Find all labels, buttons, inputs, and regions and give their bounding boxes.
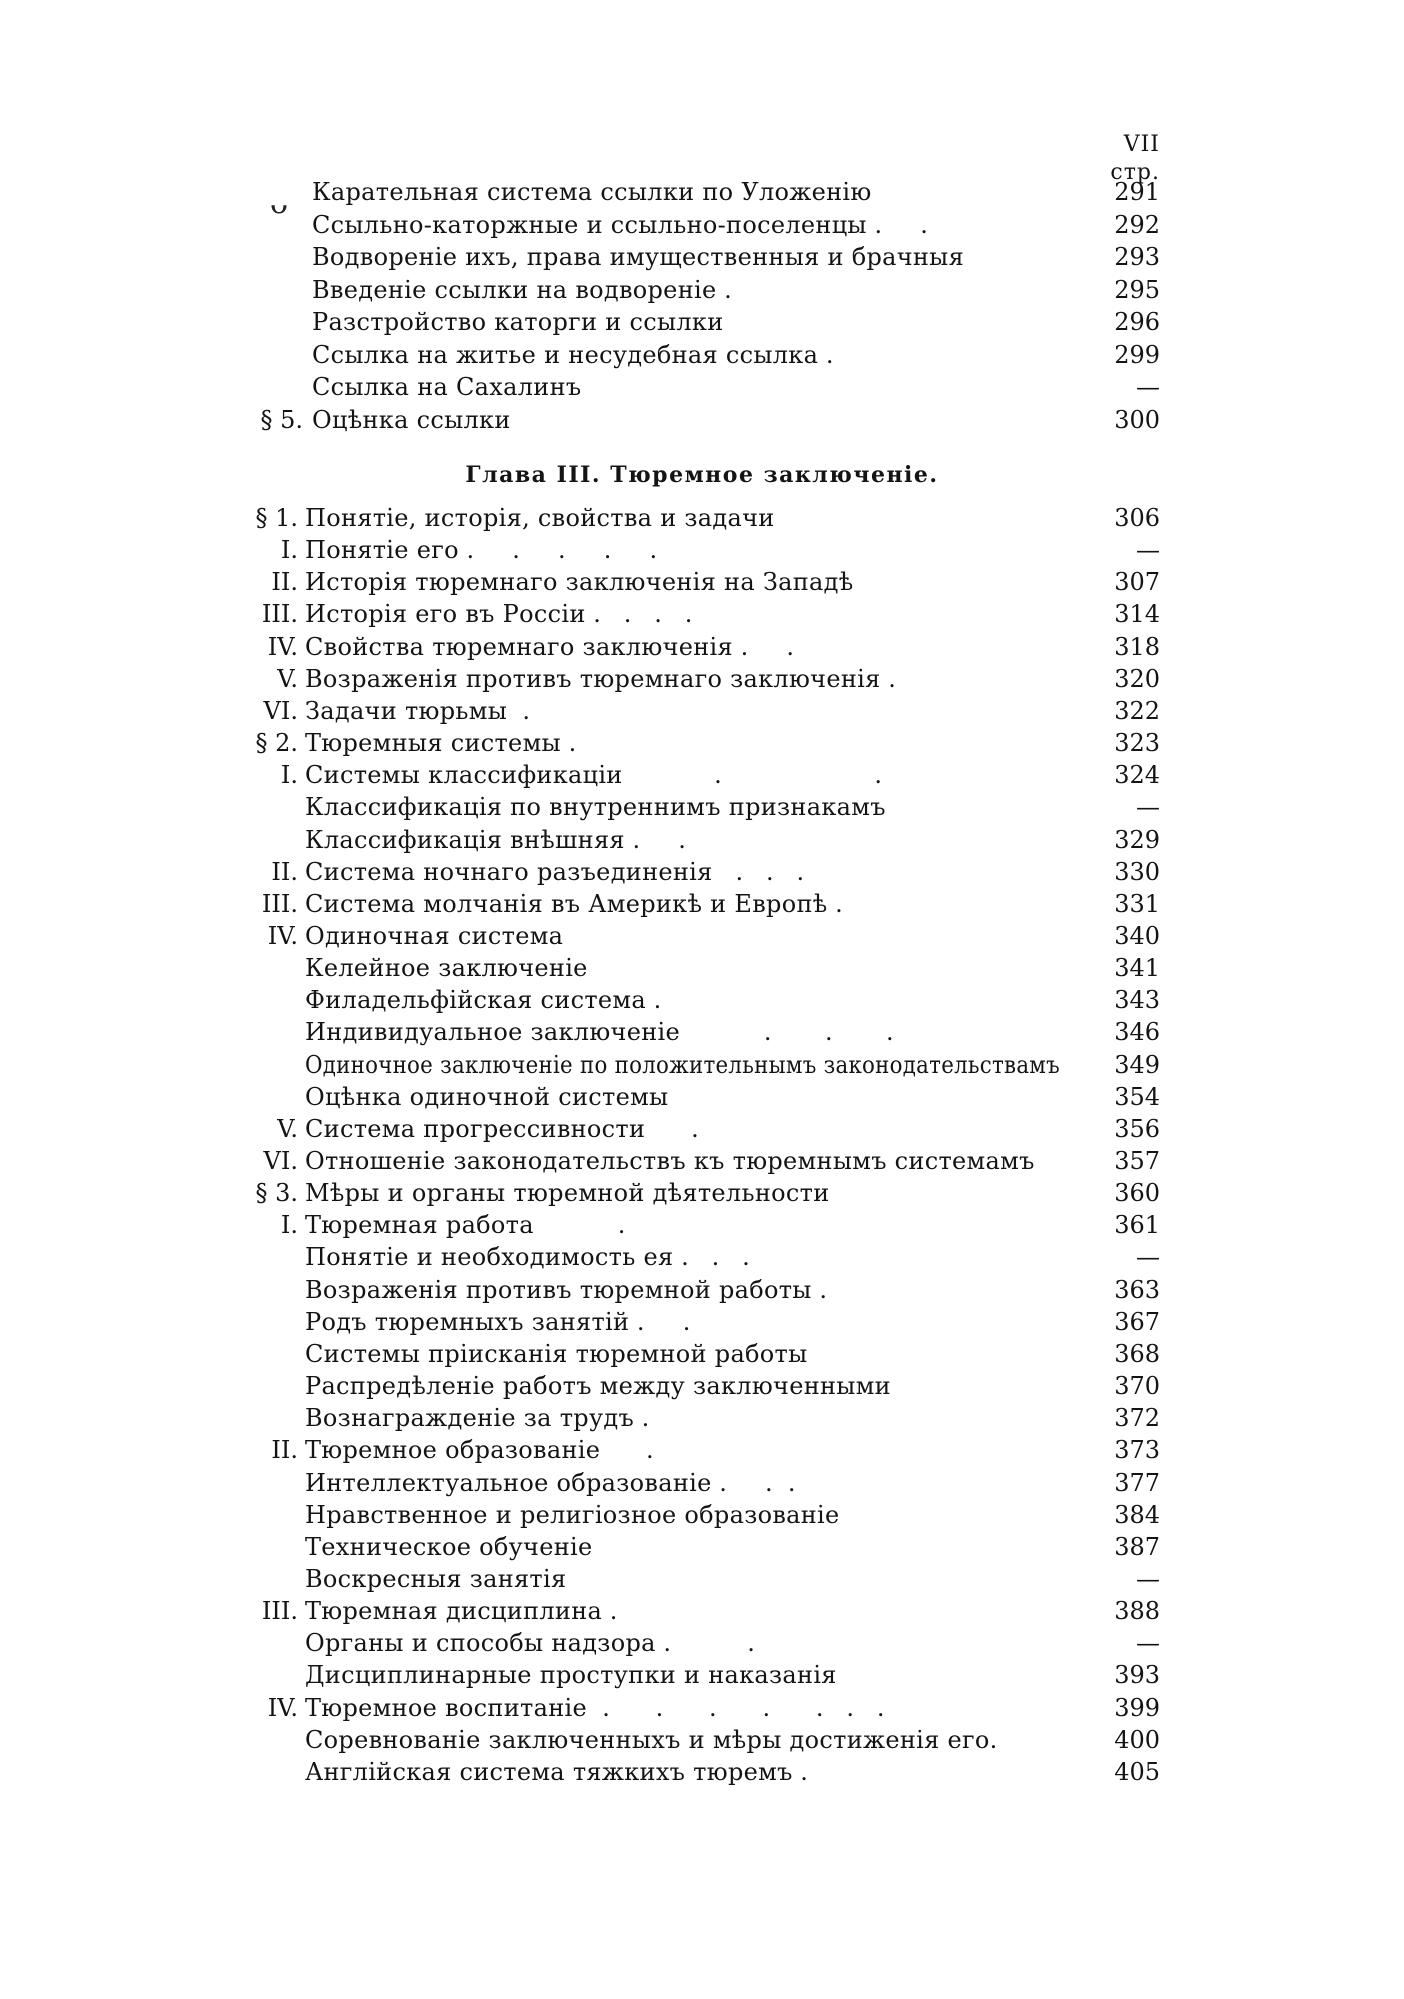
- toc-entry-page: 341: [1114, 954, 1160, 983]
- toc-entry-leader-dots: . . .: [680, 1018, 894, 1047]
- toc-entry-page: 384: [1114, 1500, 1160, 1529]
- toc-entry-title: Одиночное заключеніе по положительнымъ законодательствамъ: [305, 1050, 1060, 1079]
- toc-entry: [0, 1115, 1404, 1147]
- toc-entry-title: Системы пріисканія тюремной работы: [305, 1339, 808, 1368]
- toc-entry-page: 357: [1114, 1147, 1160, 1175]
- toc-entry-title: Возраженія противъ тюремнаго заключенія: [305, 664, 881, 693]
- toc-entry-number: III.: [261, 1597, 298, 1626]
- toc-entry: [0, 568, 1404, 600]
- toc-entry: [0, 761, 1404, 793]
- toc-entry-title: Дисциплинарные проступки и наказанія: [305, 1661, 837, 1690]
- toc-entry-page: 377: [1114, 1468, 1160, 1497]
- toc-entry-page: —: [1136, 793, 1160, 822]
- toc-entry: [0, 341, 1404, 373]
- toc-entry: [0, 1051, 1404, 1083]
- toc-entry-title: Отношеніе законодательствъ къ тюремнымъ системамъ: [305, 1147, 1035, 1175]
- toc-entry-number: § 2.: [255, 729, 298, 758]
- toc-entry: [0, 504, 1404, 536]
- toc-entry-page: 300: [1114, 405, 1160, 434]
- toc-entry: [0, 211, 1404, 243]
- toc-entry: [0, 1726, 1404, 1758]
- toc-entry-page: 323: [1114, 729, 1160, 758]
- toc-entry-page: 299: [1114, 340, 1160, 369]
- toc-entry-number: IV.: [267, 632, 298, 661]
- page-column-label: стр.: [1110, 160, 1160, 185]
- toc-entry-page: 373: [1114, 1436, 1160, 1465]
- toc-entry-number: V.: [277, 664, 298, 693]
- toc-entry-leader-dots: . . .: [673, 1243, 750, 1272]
- toc-entry: [0, 1758, 1404, 1790]
- toc-entry: [0, 406, 1404, 438]
- toc-entry-page: 320: [1114, 664, 1160, 693]
- toc-entry-title: Ссыльно-каторжные и ссыльно-поселенцы: [312, 210, 867, 239]
- toc-entry: [0, 954, 1404, 986]
- toc-entry-page: —: [1136, 1629, 1160, 1658]
- toc-entry-title: Воскресныя занятія: [305, 1564, 567, 1593]
- toc-entry-leader-dots: .: [600, 1436, 654, 1465]
- toc-entry-page: —: [1136, 373, 1160, 401]
- margin-pencil-mark: ᴗ: [270, 186, 289, 221]
- toc-entry: [0, 1372, 1404, 1404]
- toc-entry-page: 314: [1114, 600, 1160, 629]
- toc-entry-leader-dots: .: [560, 729, 577, 758]
- toc-entry-title: Тюремныя системы: [305, 729, 561, 758]
- toc-entry-leader-dots: .: [818, 340, 834, 369]
- toc-entry-number: § 1.: [255, 504, 298, 532]
- toc-entry-title: Тюремное воспитаніе: [305, 1693, 587, 1722]
- toc-entry-page: 291: [1114, 178, 1160, 206]
- toc-entry-title: Одиночная система: [305, 921, 564, 950]
- toc-entry: [0, 1565, 1404, 1597]
- toc-entry-leader-dots: .: [645, 986, 662, 1015]
- toc-entry-title: Соревнованіе заключенныхъ и мѣры достиженія его.: [305, 1725, 998, 1754]
- toc-entry-title: Органы и способы надзора: [305, 1629, 656, 1658]
- toc-entry-leader-dots: .: [602, 1597, 618, 1626]
- toc-entry-page: —: [1136, 1243, 1160, 1272]
- toc-entry-title: Исторія тюремнаго заключенія на Западѣ: [305, 568, 854, 597]
- toc-entry-page: 356: [1114, 1114, 1160, 1143]
- toc-entry-leader-dots: . . . . . . .: [586, 1693, 885, 1722]
- toc-entry-page: 292: [1114, 210, 1160, 239]
- toc-entry: [0, 1147, 1404, 1179]
- toc-entry: [0, 1276, 1404, 1308]
- toc-entry: [0, 1340, 1404, 1372]
- toc-entry-title: Понятіе и необходимость ея: [305, 1243, 674, 1272]
- toc-entry-number: § 3.: [255, 1179, 298, 1208]
- toc-entry-page: 363: [1114, 1275, 1160, 1304]
- toc-entry: [0, 1083, 1404, 1115]
- toc-entry: [0, 1018, 1404, 1050]
- toc-entry-page: 324: [1114, 761, 1160, 790]
- toc-entry-leader-dots: . .: [732, 632, 795, 661]
- toc-entry-page: 368: [1114, 1339, 1160, 1368]
- toc-entry: [0, 633, 1404, 665]
- toc-entry-page: 318: [1114, 632, 1160, 661]
- toc-entry-leader-dots: .: [827, 889, 843, 918]
- toc-entry: [0, 1404, 1404, 1436]
- toc-entry-title: Техническое обученіе: [305, 1532, 593, 1561]
- toc-entry-page: 343: [1114, 986, 1160, 1015]
- toc-entry-title: Вознагражденіе за трудъ: [305, 1404, 635, 1433]
- toc-entry: [0, 1469, 1404, 1501]
- toc-entry-page: 372: [1114, 1404, 1160, 1433]
- toc-entry: [0, 793, 1404, 825]
- toc-entry-title: Тюремная работа: [305, 1211, 534, 1240]
- toc-entry-leader-dots: . .: [629, 1307, 691, 1336]
- toc-entry: [0, 1179, 1404, 1211]
- toc-entry-number: VI.: [263, 1147, 298, 1175]
- toc-entry-title: Система молчанія въ Америкѣ и Европѣ: [305, 889, 828, 918]
- toc-entry-leader-dots: .: [716, 275, 732, 304]
- toc-entry: [0, 1501, 1404, 1533]
- toc-entry-page: 322: [1114, 696, 1160, 725]
- toc-entry-leader-dots: . . . .: [585, 600, 693, 629]
- toc-entry-title: Понятіе его: [305, 536, 459, 565]
- toc-entry: [0, 826, 1404, 858]
- toc-entry: [0, 922, 1404, 954]
- toc-entry-title: Разстройство каторги и ссылки: [312, 308, 724, 336]
- toc-entry-page: 387: [1114, 1532, 1160, 1561]
- toc-entry-number: III.: [261, 889, 298, 918]
- toc-entry-leader-dots: . . .: [711, 1468, 796, 1497]
- toc-entry-leader-dots: . .: [655, 1629, 755, 1658]
- toc-entry-title: Система ночнаго разъединенія: [305, 857, 713, 886]
- toc-entry-number: II.: [271, 568, 298, 597]
- toc-entry-title: Исторія его въ Россіи: [305, 600, 586, 629]
- toc-entry-leader-dots: .: [811, 1275, 827, 1304]
- toc-entry-page: 296: [1114, 308, 1160, 336]
- toc-entry-page: 367: [1114, 1307, 1160, 1336]
- chapter-heading: Глава III. Тюремное заключеніе.: [465, 462, 939, 488]
- toc-entry-page: 354: [1114, 1082, 1160, 1111]
- toc-entry-page: 360: [1114, 1179, 1160, 1208]
- toc-entry-page: 307: [1114, 568, 1160, 597]
- toc-entry: [0, 697, 1404, 729]
- toc-entry: [0, 890, 1404, 922]
- toc-entry-leader-dots: . . .: [712, 857, 805, 886]
- toc-entry-title: Англійская система тяжкихъ тюремъ: [305, 1757, 793, 1786]
- toc-entry-page: 388: [1114, 1597, 1160, 1626]
- toc-entry-page: 340: [1114, 921, 1160, 950]
- toc-entry-number: II.: [271, 857, 298, 886]
- toc-entry-title: Тюремная дисциплина: [305, 1597, 603, 1626]
- toc-entry: [0, 858, 1404, 890]
- toc-entry-title: Системы классификаціи: [305, 761, 623, 790]
- toc-entry: [0, 1533, 1404, 1565]
- toc-entry-page: 329: [1114, 825, 1160, 854]
- toc-entry-page: 349: [1114, 1050, 1160, 1079]
- toc-entry: [0, 986, 1404, 1018]
- toc-entry: [0, 1629, 1404, 1661]
- toc-entry-page: 331: [1114, 889, 1160, 918]
- toc-entry-number: VI.: [263, 696, 298, 725]
- toc-entry-number: II.: [271, 1436, 298, 1465]
- toc-entry-title: Ссылка на житье и несудебная ссылка: [312, 340, 819, 369]
- toc-entry-page: 400: [1114, 1725, 1160, 1754]
- page-number-roman: VII: [1123, 132, 1160, 157]
- toc-entry-leader-dots: .: [880, 664, 896, 693]
- toc-entry-title: Система прогрессивности: [305, 1114, 646, 1143]
- toc-entry-leader-dots: . .: [624, 825, 686, 854]
- toc-entry-title: Понятіе, исторія, свойства и задачи: [305, 504, 775, 532]
- toc-entry: [0, 600, 1404, 632]
- toc-entry-number: § 5.: [260, 405, 303, 434]
- toc-entry-page: —: [1136, 536, 1160, 565]
- toc-entry: [0, 276, 1404, 308]
- toc-entry-title: Оцѣнка одиночной системы: [305, 1082, 669, 1111]
- toc-entry-number: IV.: [267, 921, 298, 950]
- toc-entry: [0, 1661, 1404, 1693]
- toc-entry-page: 393: [1114, 1661, 1160, 1690]
- toc-entry-page: 405: [1114, 1757, 1160, 1786]
- toc-entry-title: Филадельфійская система: [305, 986, 646, 1015]
- toc-entry-title: Классификація внѣшняя: [305, 825, 625, 854]
- toc-entry-leader-dots: .: [507, 696, 531, 725]
- toc-entry-leader-dots: .: [634, 1404, 650, 1433]
- toc-entry-page: 293: [1114, 243, 1160, 271]
- toc-entry-number: V.: [277, 1114, 298, 1143]
- toc-entry-leader-dots: . .: [622, 761, 882, 790]
- toc-entry-page: 370: [1114, 1372, 1160, 1401]
- toc-entry-page: 361: [1114, 1211, 1160, 1240]
- toc-entry-title: Мѣры и органы тюремной дѣятельности: [305, 1179, 830, 1208]
- toc-entry-title: Интеллектуальное образованіе: [305, 1468, 712, 1497]
- toc-entry-number: I.: [280, 536, 298, 565]
- toc-entry: [0, 729, 1404, 761]
- toc-entry: [0, 308, 1404, 340]
- toc-entry-leader-dots: .: [645, 1114, 699, 1143]
- toc-entry-number: I.: [280, 761, 298, 790]
- toc-entry: [0, 1436, 1404, 1468]
- toc-entry: [0, 1243, 1404, 1275]
- toc-entry: [0, 243, 1404, 275]
- toc-entry: [0, 1211, 1404, 1243]
- toc-entry: [0, 665, 1404, 697]
- toc-entry-title: Свойства тюремнаго заключенія: [305, 632, 733, 661]
- toc-entry-title: Тюремное образованіе: [305, 1436, 601, 1465]
- toc-entry-title: Водвореніе ихъ, права имущественныя и брачныя: [312, 243, 965, 271]
- toc-entry: [0, 178, 1404, 210]
- toc-entry-title: Задачи тюрьмы: [305, 696, 508, 725]
- toc-entry: [0, 1597, 1404, 1629]
- toc-entry: [0, 1694, 1404, 1726]
- toc-entry-title: Родъ тюремныхъ занятій: [305, 1307, 630, 1336]
- toc-entry-title: Возраженія противъ тюремной работы: [305, 1275, 812, 1304]
- toc-entry-title: Оцѣнка ссылки: [312, 405, 511, 434]
- toc-entry-number: IV.: [267, 1693, 298, 1722]
- toc-entry-page: 399: [1114, 1693, 1160, 1722]
- toc-entry-leader-dots: .: [792, 1757, 808, 1786]
- toc-entry-title: Индивидуальное заключеніе: [305, 1018, 680, 1047]
- toc-entry-page: 346: [1114, 1018, 1160, 1047]
- toc-entry-title: Нравственное и религіозное образованіе: [305, 1500, 840, 1529]
- toc-entry-number: III.: [261, 600, 298, 629]
- toc-entry-number: I.: [280, 1211, 298, 1240]
- toc-entry-leader-dots: . .: [866, 210, 928, 239]
- toc-entry-page: 295: [1114, 275, 1160, 304]
- toc-entry-title: Введеніе ссылки на водвореніе: [312, 275, 717, 304]
- toc-entry-title: Ссылка на Сахалинъ: [312, 373, 582, 401]
- toc-entry-title: Распредѣленіе работъ между заключенными: [305, 1372, 891, 1401]
- toc-entry: [0, 536, 1404, 568]
- toc-entry-leader-dots: . . . . .: [458, 536, 658, 565]
- toc-entry-page: 306: [1114, 504, 1160, 532]
- toc-entry-title: Карательная система ссылки по Уложенію: [312, 178, 872, 206]
- toc-entry: [0, 373, 1404, 405]
- toc-entry-title: Классификація по внутреннимъ признакамъ: [305, 793, 886, 822]
- toc-entry: [0, 1308, 1404, 1340]
- toc-entry-page: —: [1136, 1564, 1160, 1593]
- toc-entry-leader-dots: .: [533, 1211, 626, 1240]
- toc-entry-page: 330: [1114, 857, 1160, 886]
- toc-entry-title: Келейное заключеніе: [305, 954, 588, 983]
